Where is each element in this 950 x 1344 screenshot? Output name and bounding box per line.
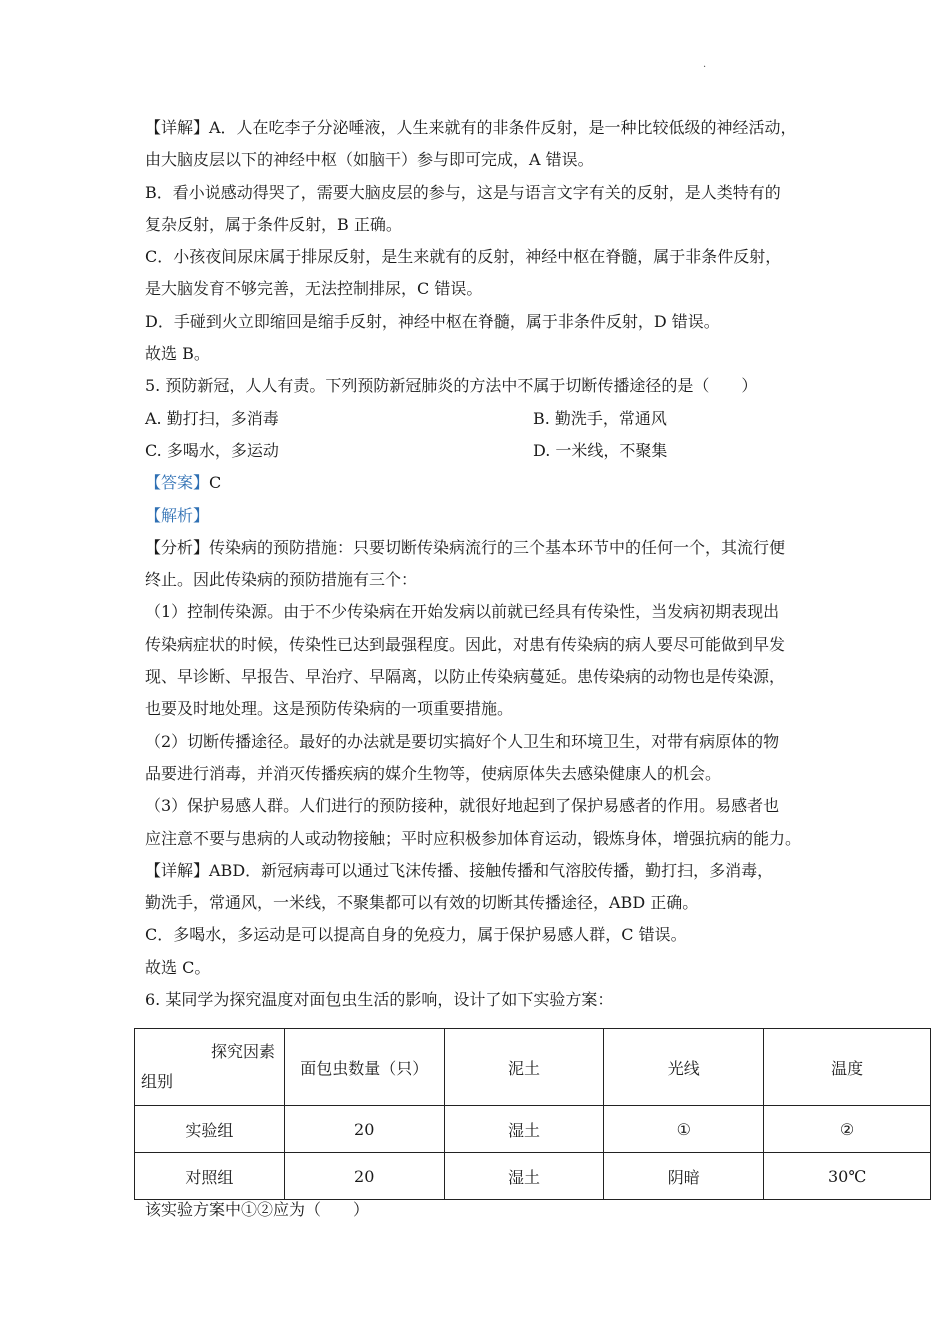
table-cell: 阴暗 [604,1153,764,1200]
text-line: 勤洗手，常通风，一米线，不聚集都可以有效的切断其传播途径，ABD 正确。 [145,893,699,913]
question-5: 5. 预防新冠，人人有责。下列预防新冠肺炎的方法中不属于切断传播途径的是（ ） [145,376,758,396]
table-corner-cell [135,1029,285,1106]
text-line: 【详解】ABD．新冠病毒可以通过飞沫传播、接触传播和气溶胶传播，勤打扫，多消毒， [145,860,774,880]
corner-factor-label: 探究因素 [211,1042,276,1061]
text-line: 【详解】A．人在吃李子分泌唾液，人生来就有的非条件反射，是一种比较低级的神经活动， [145,118,797,137]
text-line: 故选 C。 [145,957,211,977]
text-line: 也要及时地处理。这是预防传染病的一项重要措施。 [145,699,514,719]
table-cell: 湿土 [444,1153,604,1200]
options-row [145,435,813,467]
text-line: 复杂反射，属于条件反射，B 正确。 [145,214,402,234]
table-header-row [135,1029,931,1106]
text-line: 终止。因此传染病的预防措施有三个： [145,570,418,590]
text-line: 是大脑发育不够完善，无法控制排尿，C 错误。 [145,279,483,299]
text-line: 应注意不要与患病的人或动物接触；平时应积极参加体育运动，锻炼身体，增强抗病的能力。 [145,828,802,848]
corner-mark: · [703,62,707,73]
table-header: 泥土 [444,1029,604,1106]
question-6-prompt: 该实验方案中①②应为（ ） [145,1200,370,1219]
table-header: 光线 [604,1029,764,1106]
table-header: 面包虫数量（只） [284,1029,444,1106]
row-label: 实验组 [135,1106,285,1153]
text-line: 现、早诊断、早报告、早治疗、早隔离，以防止传染病蔓延。患传染病的动物也是传染源， [145,667,786,687]
text-line: （1）控制传染源。由于不少传染病在开始发病以前就已经具有传染性，当发病初期表现出 [145,602,780,622]
text-line: B．看小说感动得哭了，需要大脑皮层的参与，这是与语言文字有关的反射，是人类特有的 [145,182,781,202]
text-line: C．小孩夜间尿床属于排尿反射，是生来就有的反射，神经中枢在脊髓，属于非条件反射， [145,247,782,267]
table-cell: 20 [284,1153,444,1200]
option-c: C. 多喝水，多运动 [145,440,279,460]
answer-value: C [209,473,222,493]
text-line: 故选 B。 [145,344,210,364]
table-row [135,1106,931,1153]
text-line: （3）保护易感人群。人们进行的预防接种，就很好地起到了保护易感者的作用。易感者也 [145,796,780,816]
table-row [135,1153,931,1200]
corner-group-label: 组别 [141,1072,174,1091]
answer-line [145,467,813,499]
table-cell: 湿土 [444,1106,604,1153]
table-cell: 20 [284,1106,444,1153]
option-d: D. 一米线，不聚集 [533,440,668,460]
text-line: 传染病症状的时候，传染性已达到最强程度。因此，对患有传染病的病人要尽可能做到早发 [145,634,786,654]
text-line: D．手碰到火立即缩回是缩手反射，神经中枢在脊髓，属于非条件反射，D 错误。 [145,311,720,331]
table-cell: ② [764,1106,931,1153]
text-line: 由大脑皮层以下的神经中枢（如脑干）参与即可完成，A 错误。 [145,150,594,170]
question-6: 6. 某同学为探究温度对面包虫生活的影响，设计了如下实验方案： [145,990,614,1010]
analysis-tag: 【解析】 [145,505,210,525]
option-b: B. 勤洗手，常通风 [533,408,667,428]
text-line: C．多喝水，多运动是可以提高自身的免疫力，属于保护易感人群，C 错误。 [145,925,687,945]
table-header: 温度 [764,1029,931,1106]
text-line: 品要进行消毒，并消灭传播疾病的媒介生物等，使病原体失去感染健康人的机会。 [145,763,722,783]
table-cell: 30℃ [764,1153,931,1200]
option-a: A. 勤打扫，多消毒 [145,408,279,428]
document-body [145,112,813,1016]
row-label: 对照组 [135,1153,285,1200]
answer-tag: 【答案】 [145,473,210,493]
text-line: 【分析】传染病的预防措施：只要切断传染病流行的三个基本环节中的任何一个，其流行便 [145,537,786,557]
options-row [145,403,813,435]
experiment-table [134,1028,931,1200]
table-cell: ① [604,1106,764,1153]
text-line: （2）切断传播途径。最好的办法就是要切实搞好个人卫生和环境卫生，对带有病原体的物 [145,731,780,751]
